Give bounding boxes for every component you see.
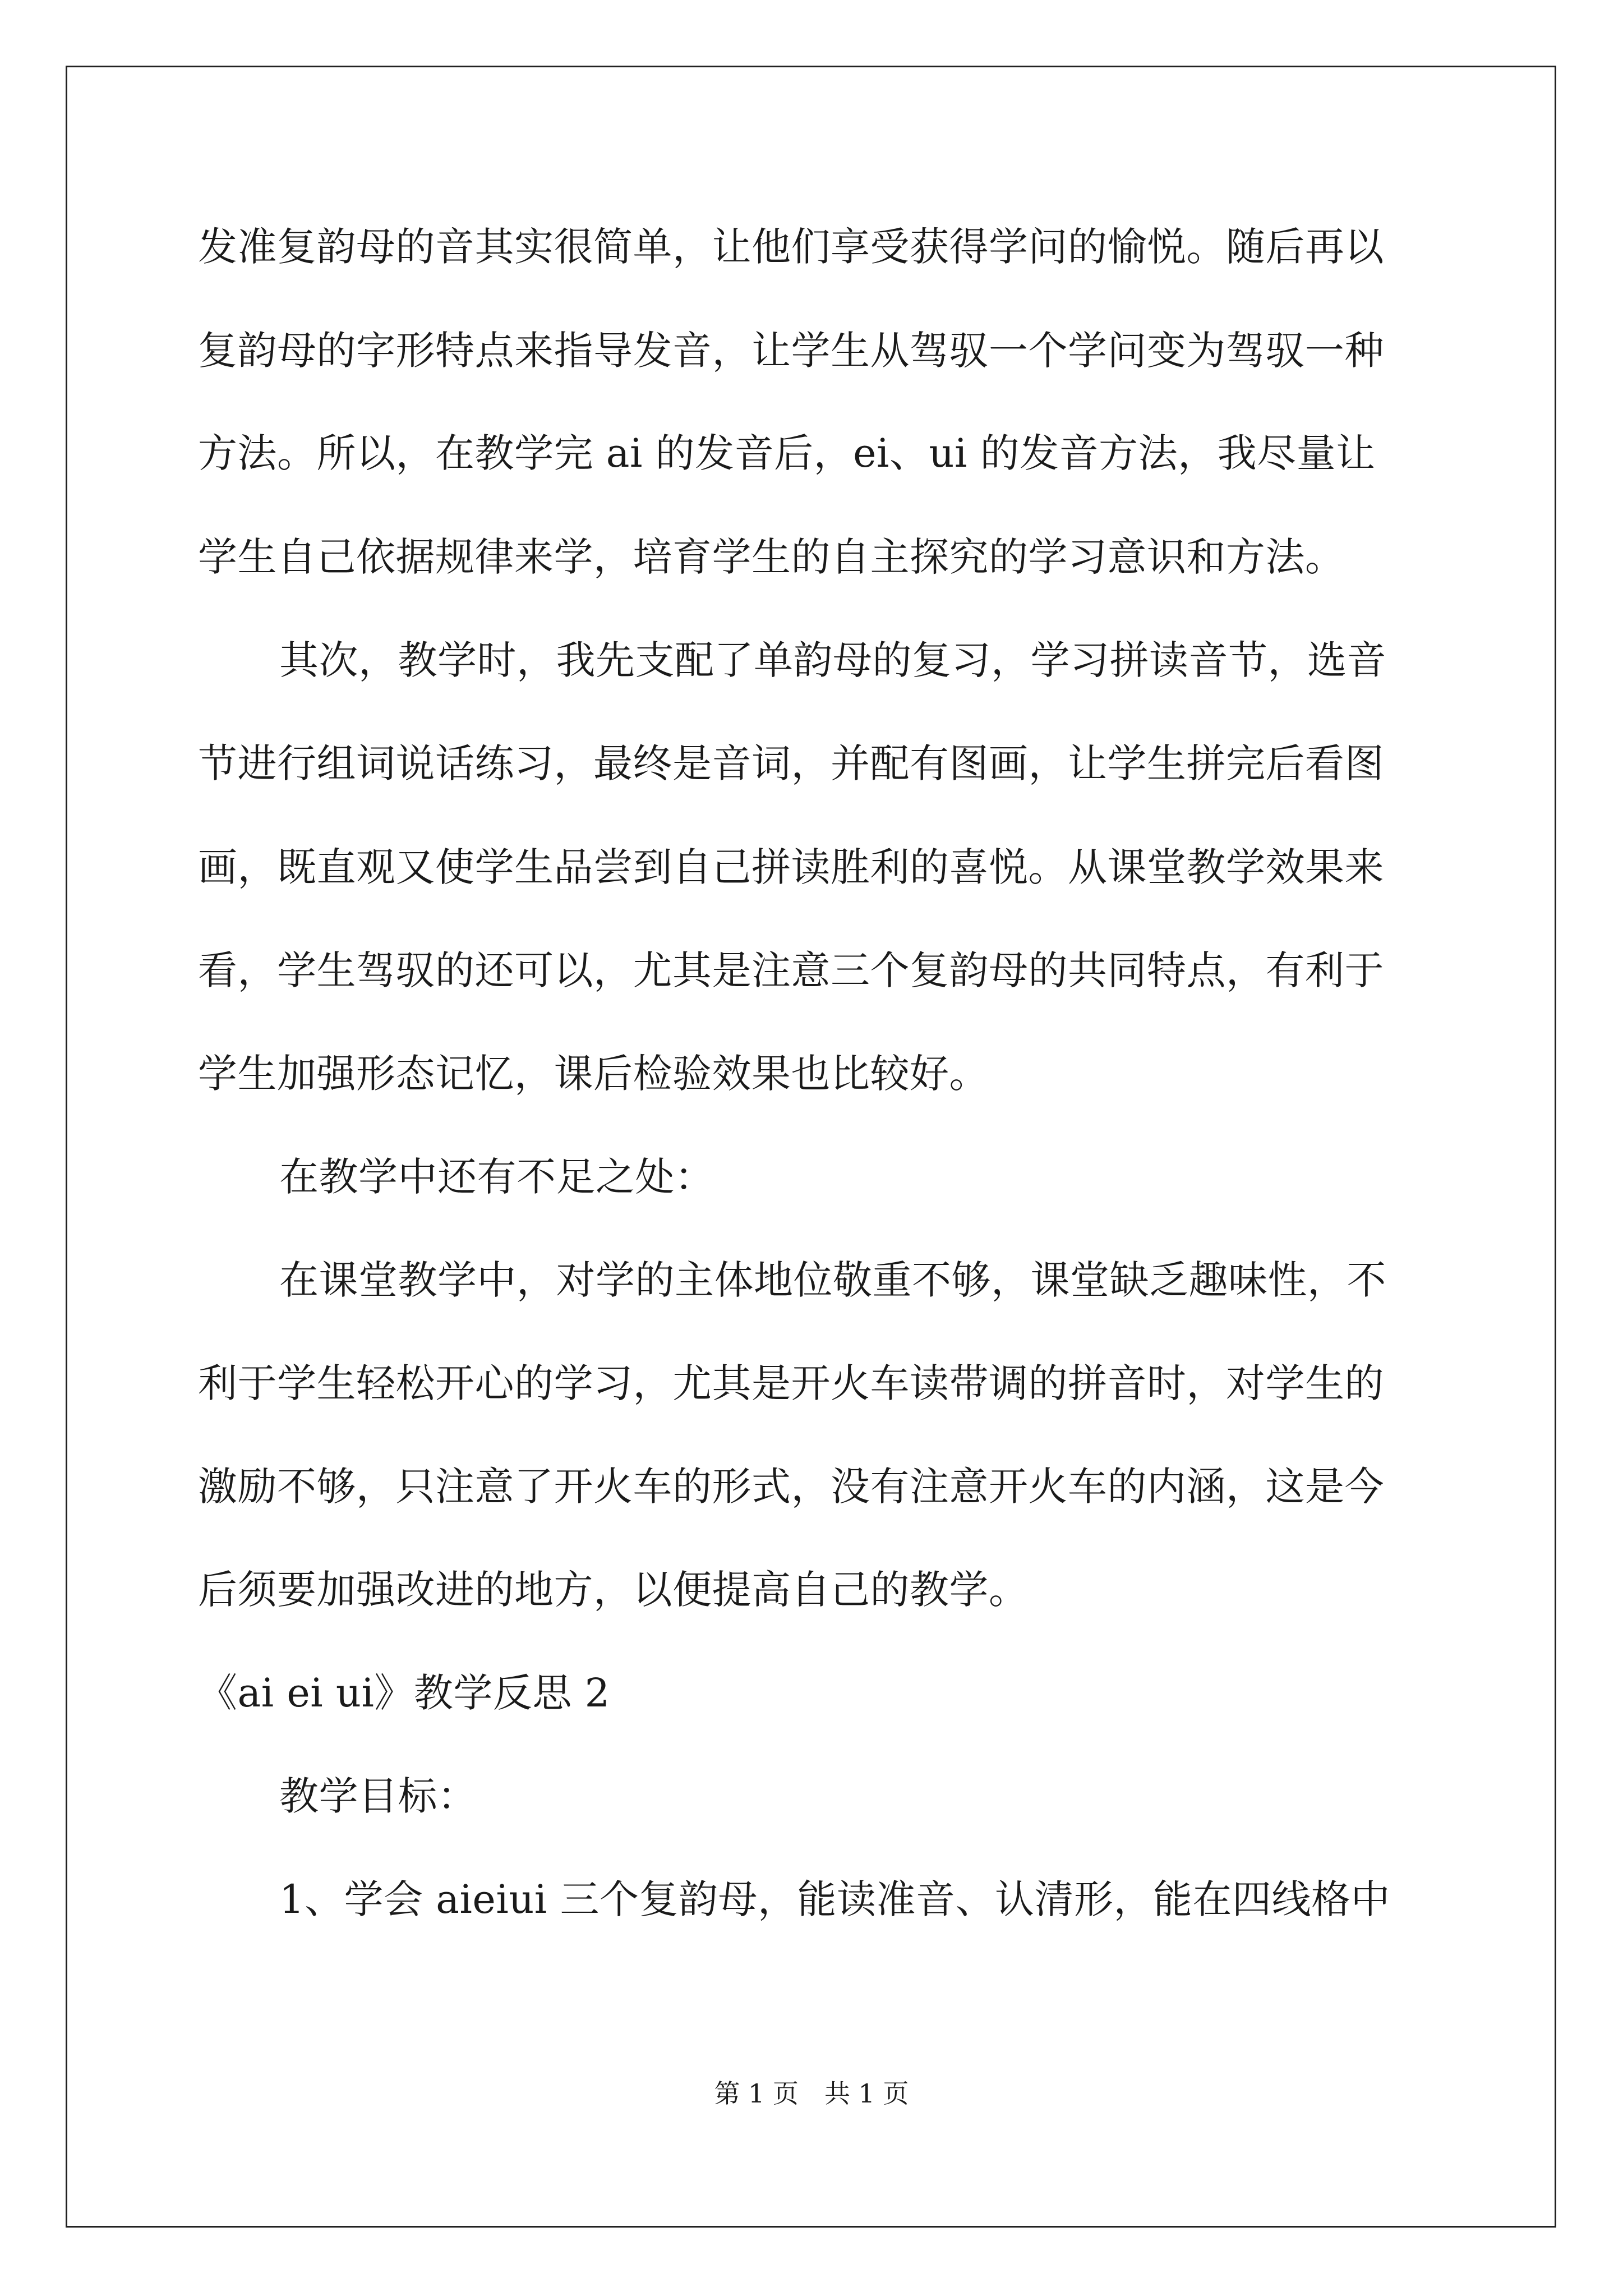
text-line-1: 发准复韵母的音其实很简单，让他们享受获得学问的愉悦。随后再以 — [198, 224, 1384, 270]
paragraph-3-line-1: 在教学中还有不足之处： — [279, 1154, 714, 1200]
paragraph-4-line-4: 后须要加强改进的地方，以便提高自己的教学。 — [198, 1567, 1029, 1613]
paragraph-4-line-3: 激励不够，只注意了开火车的形式，没有注意开火车的内涵，这是今 — [198, 1464, 1384, 1510]
objective-item-1: 1、学会 aieiui 三个复韵母，能读准音、认清形，能在四线格中 — [279, 1876, 1390, 1922]
text-line-2: 复韵母的字形特点来指导发音，让学生从驾驭一个学问变为驾驭一种 — [198, 328, 1384, 374]
paragraph-2-line-2: 节进行组词说话练习，最终是音词，并配有图画，让学生拼完后看图 — [198, 740, 1384, 786]
paragraph-2-line-1: 其次，教学时，我先支配了单韵母的复习，学习拼读音节，选音 — [279, 637, 1386, 683]
paragraph-4-line-1: 在课堂教学中，对学的主体地位敬重不够，课堂缺乏趣味性，不 — [279, 1257, 1386, 1303]
text-line-3: 方法。所以，在教学完 ai 的发音后，ei、ui 的发音方法，我尽量让 — [198, 430, 1376, 476]
paragraph-2-line-3: 画，既直观又使学生品尝到自己拼读胜利的喜悦。从课堂教学效果来 — [198, 844, 1384, 890]
paragraph-4-line-2: 利于学生轻松开心的学习，尤其是开火车读带调的拼音时，对学生的 — [198, 1360, 1384, 1406]
page-footer: 第 1 页 共 1 页 — [714, 2078, 909, 2109]
section-heading: 《ai ei ui》教学反思 2 — [198, 1670, 610, 1716]
objectives-label: 教学目标： — [279, 1773, 477, 1819]
paragraph-2-line-4: 看，学生驾驭的还可以，尤其是注意三个复韵母的共同特点，有利于 — [198, 947, 1384, 993]
paragraph-2-line-5: 学生加强形态记忆，课后检验效果也比较好。 — [198, 1051, 989, 1097]
text-line-4: 学生自己依据规律来学，培育学生的自主探究的学习意识和方法。 — [198, 534, 1345, 580]
